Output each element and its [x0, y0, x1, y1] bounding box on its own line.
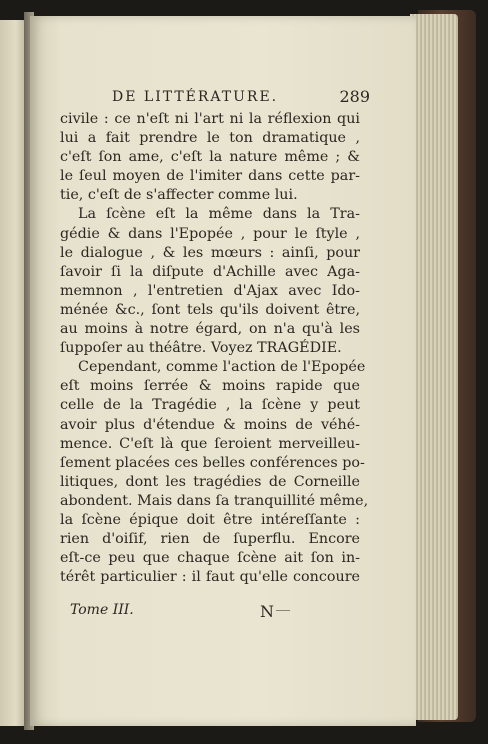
text-line: au moins à notre égard, on n'a qu'à les: [60, 321, 360, 338]
text-line: ſavoir ſi la diſpute d'Achille avec Aga-: [60, 263, 360, 280]
text-line: mence. C'eſt là que ſeroient merveilleu-: [60, 435, 360, 452]
volume-label: Tome III.: [70, 602, 134, 618]
text-line: rien d'oiſif, rien de ſuperflu. Encore: [60, 531, 360, 548]
text-line: c'eſt ſon ame, c'eſt la nature même ; &: [60, 149, 360, 166]
text-line: ſuppoſer au théâtre. Voyez TRAGÉDIE.: [60, 340, 342, 357]
text-line: ſement placées ces belles conférences po-: [60, 454, 365, 471]
text-line: litiques, dont les tragédies de Corneille: [60, 473, 360, 490]
running-head-title: DE LITTÉRATURE.: [112, 89, 279, 105]
text-line: ménée &c., ſont tels qu'ils doivent être,: [60, 301, 360, 318]
text-line: La ſcène eſt la même dans la Tra-: [78, 206, 360, 223]
facing-page-edge: [0, 20, 26, 726]
text-line: eſt moins ſerrée & moins rapide que: [60, 378, 360, 395]
text-line: lui a fait prendre le ton dramatique ,: [60, 130, 360, 147]
text-line: le dialogue , & les mœurs : ainſi, pour: [60, 244, 360, 261]
body-text: [60, 110, 369, 587]
running-head: [112, 89, 370, 105]
page-edges: [410, 14, 458, 720]
signature-dash: [276, 610, 290, 611]
text-line: avoir plus d'étendue & moins de véhé-: [60, 416, 360, 433]
text-line: eſt-ce peu que chaque ſcène ait ſon in-: [60, 550, 360, 567]
text-line: celle de la Tragédie , la ſcène y peut: [60, 397, 360, 414]
text-line: abondent. Mais dans ſa tranquillité même,: [60, 492, 369, 509]
text-line: la ſcène épique doit être intéreſſante :: [60, 511, 360, 528]
text-line: Cependant, comme l'action de l'Epopée: [78, 359, 366, 376]
text-line: tie, c'eſt de s'affecter comme lui.: [60, 187, 298, 204]
text-line: le ſeul moyen de l'imiter dans cette par-: [60, 168, 360, 185]
page-footer: [70, 602, 340, 621]
text-line: civile : ce n'eſt ni l'art ni la réflexion qui: [60, 111, 360, 127]
text-line: memnon , l'entretien d'Ajax avec Ido-: [60, 282, 360, 299]
page-number: 289: [339, 87, 370, 106]
text-line: térêt particulier : il faut qu'elle concoure: [60, 569, 360, 586]
text-line: gédie & dans l'Epopée , pour le ſtyle ,: [60, 225, 360, 242]
signature-mark: N: [260, 602, 274, 621]
